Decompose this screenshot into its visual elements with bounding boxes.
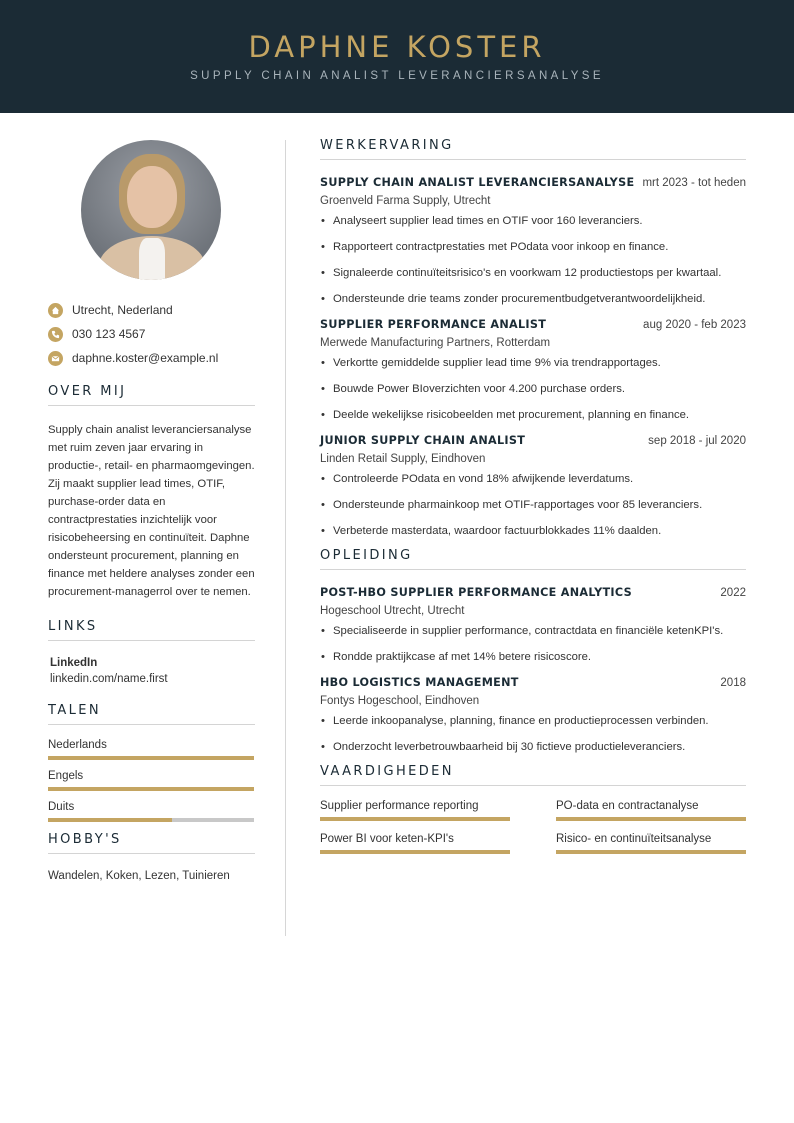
skill-bar [556,850,746,854]
contact-phone [48,322,255,346]
job-organization: Linden Retail Supply, Eindhoven [320,453,486,465]
skills-title: VAARDIGHEDEN [320,764,746,786]
email-icon [48,351,63,366]
education-bullets [320,622,746,674]
job-date: mrt 2023 - tot heden [642,177,746,189]
skill-bar [320,817,510,821]
language-level-bar [48,787,254,791]
language-name: Nederlands [48,739,107,751]
skill-bar [320,850,510,854]
contact-location [48,298,255,322]
candidate-subtitle: SUPPLY CHAIN ANALIST LEVERANCIERSANALYSE [190,70,604,82]
right-column [320,138,746,866]
language-level-bar [48,756,254,760]
phone-icon [48,327,63,342]
education-title: HBO LOGISTICS MANAGEMENT [320,676,519,689]
linkedin-link[interactable]: linkedin.com/name.first [50,673,168,685]
skill-item [320,800,510,821]
experience-title: WERKERVARING [320,138,746,160]
home-icon [48,303,63,318]
candidate-name: DAPHNE KOSTER [248,30,546,64]
job-entry [320,434,746,548]
languages-title: TALEN [48,703,255,725]
contact-email [48,346,255,370]
job-entry [320,176,746,316]
skill-name: Risico- en continuïteitsanalyse [556,833,712,845]
job-title: SUPPLY CHAIN ANALIST LEVERANCIERSANALYSE [320,176,635,189]
bullet-item: • Onderzocht leverbetrouwbaarheid bij 30 fictieve productieleveranciers. [320,738,746,764]
email-link[interactable]: daphne.koster@example.nl [72,351,219,365]
bullet-item: • Bouwde Power BIoverzichten voor 4.200 purchase orders. [320,380,746,406]
about-title: OVER MIJ [48,384,255,406]
bullet-item: • Controleerde POdata en vond 18% afwijkende leverdatums. [320,470,746,496]
hobbies-text: Wandelen, Koken, Lezen, Tuinieren [48,870,230,882]
education-title: POST-HBO SUPPLIER PERFORMANCE ANALYTICS [320,586,632,599]
skill-name: Supplier performance reporting [320,800,479,812]
skill-bar [556,817,746,821]
skill-name: PO-data en contractanalyse [556,800,699,812]
skill-item [320,833,510,854]
resume-header [0,0,794,113]
education-bullets [320,712,746,764]
job-title: JUNIOR SUPPLY CHAIN ANALIST [320,434,526,447]
job-bullets [320,354,746,432]
languages-list [48,739,255,822]
language-item [48,801,255,822]
job-bullets [320,470,746,548]
education-date: 2018 [720,677,746,689]
phone-text: 030 123 4567 [72,327,146,341]
bullet-item: • Verbeterde masterdata, waardoor factuurblokkades 11% daalden. [320,522,746,548]
bullet-item: • Rapporteert contractprestaties met POdata voor inkoop en finance. [320,238,746,264]
job-date: sep 2018 - jul 2020 [648,435,746,447]
hobbies-title: HOBBY'S [48,832,255,854]
language-item [48,770,255,791]
about-text: Supply chain analist leveranciersanalyse met ruim zeven jaar ervaring in productie-, retail- en pharmaomgevingen. Zij maakt supplier lead times, OTIF, purchase-order data en contractprestaties inzichtelijk voor risicobeheersing en continuïteit. Daphne ondersteunt procurement, planning en finance met heldere analyses zonder een procurement-managerrol over te nemen. [48,424,255,598]
column-divider [285,140,286,936]
job-title: SUPPLIER PERFORMANCE ANALIST [320,318,547,331]
skills-grid [320,800,746,866]
education-institution: Hogeschool Utrecht, Utrecht [320,605,465,617]
job-organization: Merwede Manufacturing Partners, Rotterdam [320,337,551,349]
bullet-item: • Specialiseerde in supplier performance, contractdata en financiële ketenKPI's. [320,622,746,648]
location-text: Utrecht, Nederland [72,303,173,317]
bullet-item: • Verkortte gemiddelde supplier lead time 9% via trendrapportages. [320,354,746,380]
bullet-item: • Ondersteunde pharmainkoop met OTIF-rapportages voor 85 leveranciers. [320,496,746,522]
language-level-bar [48,818,254,822]
education-title: OPLEIDING [320,548,746,570]
left-column [48,140,255,882]
skill-name: Power BI voor keten-KPI's [320,833,454,845]
bullet-item: • Signaleerde continuïteitsrisico's en voorkwam 12 productiestops per kwartaal. [320,264,746,290]
language-name: Duits [48,801,75,813]
bullet-item: • Analyseert supplier lead times en OTIF voor 160 leveranciers. [320,212,746,238]
bullet-item: • Deelde wekelijkse risicobeelden met procurement, planning en finance. [320,406,746,432]
links-title: LINKS [48,619,255,641]
job-bullets [320,212,746,316]
job-date: aug 2020 - feb 2023 [643,319,746,331]
education-entry [320,676,746,764]
language-name: Engels [48,770,84,782]
links-block [48,657,255,685]
education-institution: Fontys Hogeschool, Eindhoven [320,695,480,707]
contact-list [48,298,255,370]
bullet-item: • Ondersteunde drie teams zonder procurementbudgetverantwoordelijkheid. [320,290,746,316]
bullet-item: • Leerde inkoopanalyse, planning, finance en productieprocessen verbinden. [320,712,746,738]
skill-item [556,833,746,854]
education-entry [320,586,746,674]
job-entry [320,318,746,432]
skill-item [556,800,746,821]
profile-photo [81,140,221,280]
language-item [48,739,255,760]
linkedin-label: LinkedIn [50,657,98,669]
education-date: 2022 [720,587,746,599]
bullet-item: • Rondde praktijkcase af met 14% betere risicoscore. [320,648,746,674]
job-organization: Groenveld Farma Supply, Utrecht [320,195,491,207]
